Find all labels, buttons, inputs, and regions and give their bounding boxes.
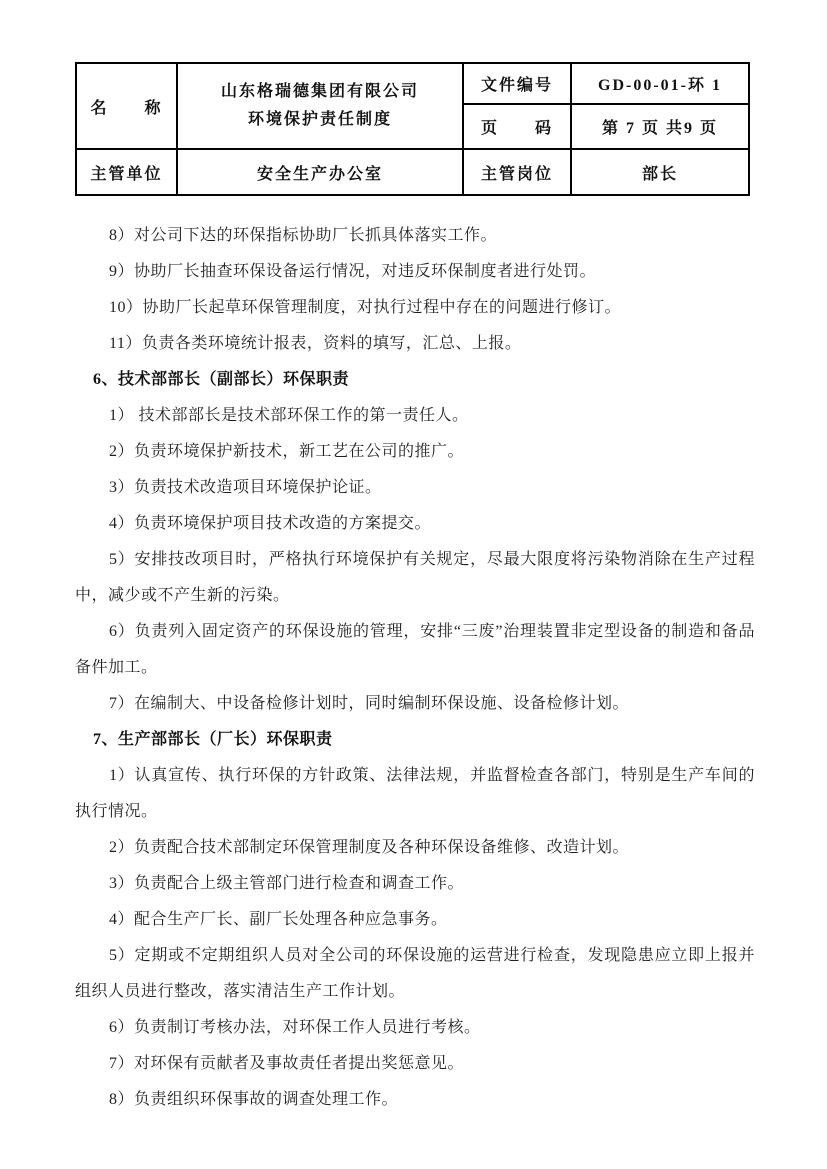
body-paragraph: 10）协助厂长起草环保管理制度，对执行过程中存在的问题进行修订。 [109,299,622,316]
body-paragraph: 9）协助厂长抽查环保设备运行情况，对违反环保制度者进行处罚。 [109,263,597,280]
dept-value-cell: 安全生产办公室 [178,150,464,194]
name-value-cell [178,64,464,150]
document-body [75,218,755,1118]
body-paragraph: 6）负责列入固定资产的环保设施的管理，安排“三废”治理装置非定型设备的制造和备品备件加工。 [75,623,755,676]
body-paragraph: 3）负责技术改造项目环境保护论证。 [109,479,382,496]
body-paragraph: 4）配合生产厂长、副厂长处理各种应急事务。 [109,911,448,928]
body-paragraph: 5）定期或不定期组织人员对全公司的环保设施的运营进行检查，发现隐患应立即上报并组织人员进行整改，落实清洁生产工作计划。 [75,947,755,1000]
body-paragraph: 5）安排技改项目时，严格执行环境保护有关规定，尽最大限度将污染物消除在生产过程中，减少或不产生新的污染。 [75,551,755,604]
body-paragraph: 8）对公司下达的环保指标协助厂长抓具体落实工作。 [109,227,498,244]
company-name: 山东格瑞德集团有限公司 [220,83,419,100]
doc-no-label-cell: 文件编号 [464,64,572,105]
body-paragraph: 8）负责组织环保事故的调查处理工作。 [109,1091,399,1108]
body-paragraph: 1）认真宣传、执行环保的方针政策、法律法规，并监督检查各部门，特别是生产车间的执行情况。 [75,767,755,820]
body-paragraph: 2）负责环境保护新技术，新工艺在公司的推广。 [109,443,465,460]
body-paragraph: 7）对环保有贡献者及事故责任者提出奖惩意见。 [109,1055,465,1072]
header-table [75,62,750,196]
dept-label-cell: 主管单位 [77,150,178,194]
body-paragraph: 3）负责配合上级主管部门进行检查和调查工作。 [109,875,465,892]
body-paragraph: 7）在编制大、中设备检修计划时，同时编制环保设施、设备检修计划。 [109,695,630,712]
doc-no-value-cell: GD-00-01-环 1 [572,64,748,105]
section-heading: 7、生产部部长（厂长）环保职责 [93,731,333,748]
body-paragraph: 11）负责各类环境统计报表，资料的填写，汇总、上报。 [109,335,522,352]
page-label-cell: 页 码 [464,105,572,150]
section-heading: 6、技术部部长（副部长）环保职责 [93,371,350,388]
page-value-cell: 第 7 页 共9 页 [572,105,748,150]
body-paragraph: 6）负责制订考核办法，对环保工作人员进行考核。 [109,1019,481,1036]
body-paragraph: 2）负责配合技术部制定环保管理制度及各种环保设备维修、改造计划。 [109,839,630,856]
body-paragraph: 1） 技术部部长是技术部环保工作的第一责任人。 [109,407,469,424]
body-paragraph: 4）负责环境保护项目技术改造的方案提交。 [109,515,432,532]
post-value-cell: 部长 [641,165,678,183]
name-label-cell: 名 称 [77,64,178,150]
post-label-cell: 主管岗位 [464,150,572,194]
document-title: 环境保护责任制度 [247,111,392,128]
